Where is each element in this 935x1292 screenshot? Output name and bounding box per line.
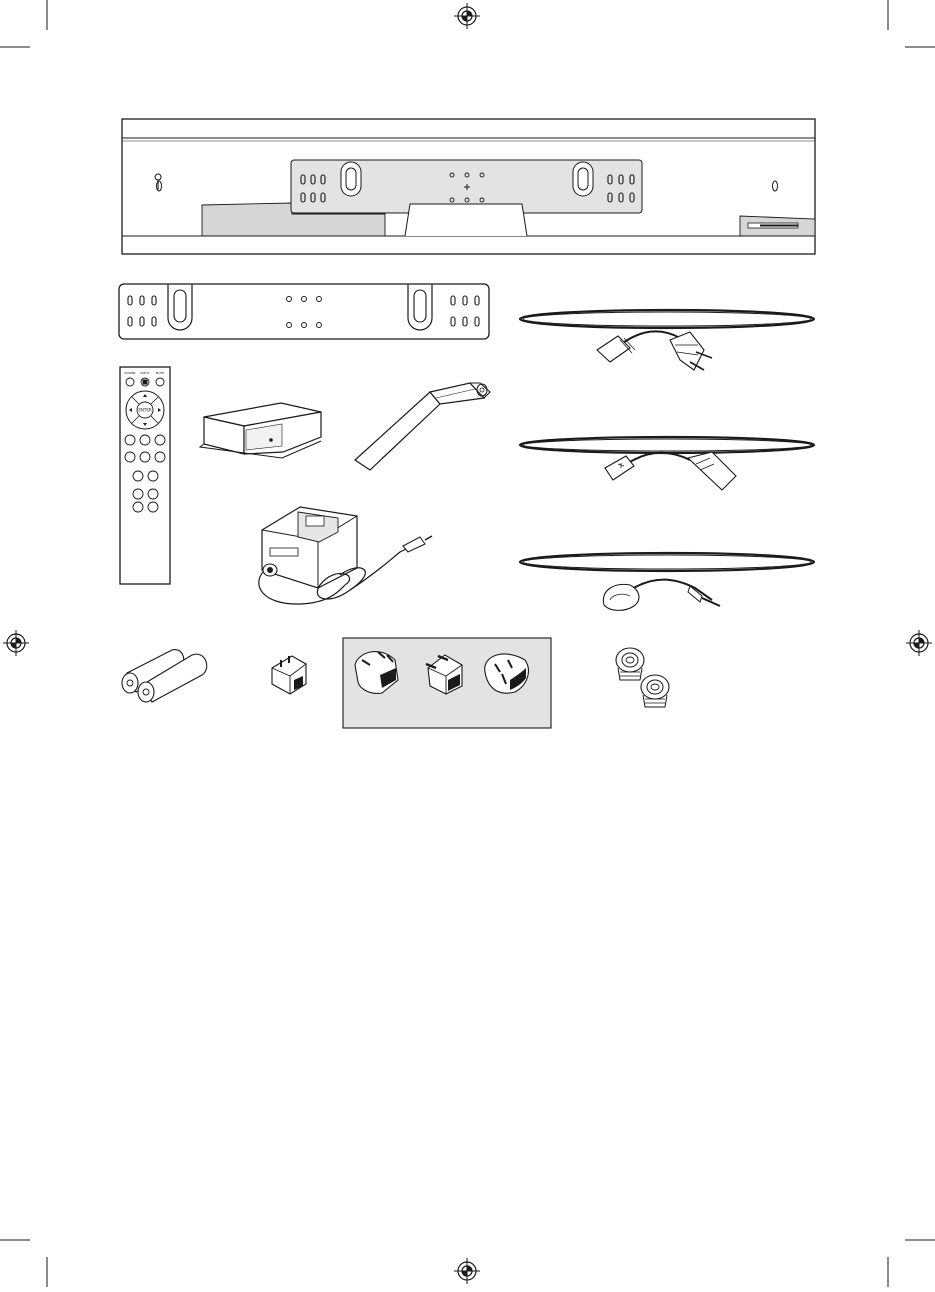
remote-control-illustration [120, 367, 170, 584]
ir-cable-illustration [520, 553, 814, 610]
receiver-box-illustration [200, 403, 321, 458]
usb-cable-illustration [520, 437, 814, 490]
registration-mark-icon [3, 630, 29, 656]
international-plugs-illustration [343, 638, 551, 728]
us-plug-illustration [272, 656, 306, 694]
batteries-illustration [122, 650, 207, 702]
registration-mark-icon [906, 630, 932, 656]
remote-power-label: POWER [124, 371, 136, 375]
power-adapter-illustration [259, 507, 432, 604]
registration-mark-icon [454, 3, 480, 29]
wall-bracket-illustration [119, 284, 489, 339]
rubber-feet-illustration [616, 648, 669, 707]
power-cord-illustration [520, 310, 814, 370]
remote-mute-label: MUTE [155, 371, 165, 375]
soundbar-illustration [122, 119, 815, 254]
remote-input-label: INPUT [140, 371, 150, 375]
ir-extender-illustration [355, 383, 490, 470]
registration-mark-icon [454, 1258, 480, 1284]
remote-enter-label: ENTER [138, 407, 152, 413]
